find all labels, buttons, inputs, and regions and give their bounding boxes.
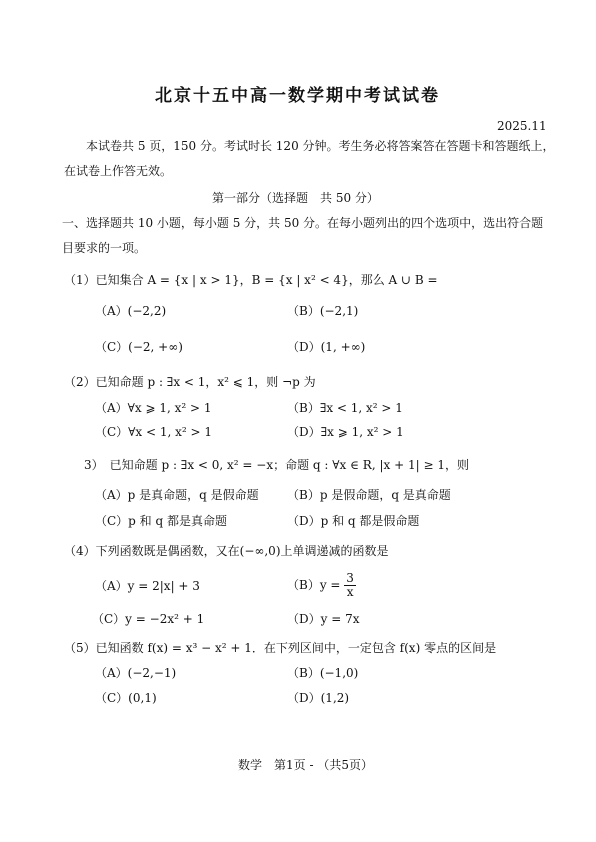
question-5-option-c: （C）(0,1)	[95, 691, 157, 705]
fraction-denominator: x	[346, 585, 354, 599]
question-4-stem: （4）下列函数既是偶函数，又在(−∞,0)上单调递减的函数是	[64, 544, 389, 558]
question-2-option-d: （D）∃x ⩾ 1, x² > 1	[287, 425, 404, 439]
question-4-option-a: （A）y = 2|x| + 3	[95, 579, 200, 593]
page-footer: 数学 第1页 - （共5页）	[238, 758, 373, 772]
question-1-option-b: （B）(−2,1)	[287, 304, 359, 318]
page-title: 北京十五中高一数学期中考试试卷	[155, 86, 440, 106]
question-5-option-d: （D）(1,2)	[287, 691, 350, 705]
question-4-option-b	[287, 570, 356, 600]
question-1-option-d: （D）(1, +∞)	[287, 340, 366, 354]
question-3-option-c: （C）p 和 q 都是真命题	[95, 514, 227, 528]
question-4-option-c: （C）y = −2x² + 1	[92, 612, 205, 626]
question-3-option-b: （B）p 是假命题，q 是真命题	[287, 488, 451, 502]
question-4-option-d: （D）y = 7x	[287, 612, 360, 626]
question-2-option-a: （A）∀x ⩾ 1, x² > 1	[95, 401, 212, 415]
section-intro-line-2: 目要求的一项。	[62, 241, 147, 255]
instructions-line-1: 本试卷共 5 页，150 分。考试时长 120 分钟。考生务必将答案答在答题卡和答题纸上，	[86, 139, 555, 153]
question-3-option-a: （A）p 是真命题，q 是假命题	[95, 488, 259, 502]
question-2-option-c: （C）∀x < 1, x² > 1	[95, 425, 213, 439]
section-heading: 第一部分（选择题 共 50 分）	[212, 191, 379, 205]
question-5-option-a: （A）(−2,−1)	[95, 666, 177, 680]
question-5-stem: （5）已知函数 f(x) = x³ − x² + 1．在下列区间中，一定包含 f(x) 零点的区间是	[64, 641, 497, 655]
question-4-option-b-label: （B）y =	[287, 578, 341, 592]
question-1-option-a: （A）(−2,2)	[95, 304, 167, 318]
question-3-stem: 3） 已知命题 p : ∃x < 0, x² = −x；命题 q : ∀x ∈ R, |x + 1| ≥ 1，则	[84, 458, 469, 472]
question-1-stem: （1）已知集合 A = {x | x > 1}，B = {x | x² < 4}，那么 A ∪ B =	[64, 273, 438, 287]
question-2-option-b: （B）∃x < 1, x² > 1	[287, 401, 403, 415]
instructions-line-2: 在试卷上作答无效。	[64, 164, 173, 178]
exam-date: 2025.11	[497, 119, 547, 133]
section-intro-line-1: 一、选择题共 10 小题，每小题 5 分，共 50 分。在每小题列出的四个选项中，选出符合题	[62, 216, 544, 230]
question-1-option-c: （C）(−2, +∞)	[95, 340, 183, 354]
question-3-option-d: （D）p 和 q 都是假命题	[287, 514, 420, 528]
question-2-stem: （2）已知命题 p : ∃x < 1，x² ⩽ 1，则 ¬p 为	[64, 375, 316, 389]
question-5-option-b: （B）(−1,0)	[287, 666, 359, 680]
fraction-numerator: 3	[346, 571, 354, 585]
fraction	[344, 572, 356, 599]
